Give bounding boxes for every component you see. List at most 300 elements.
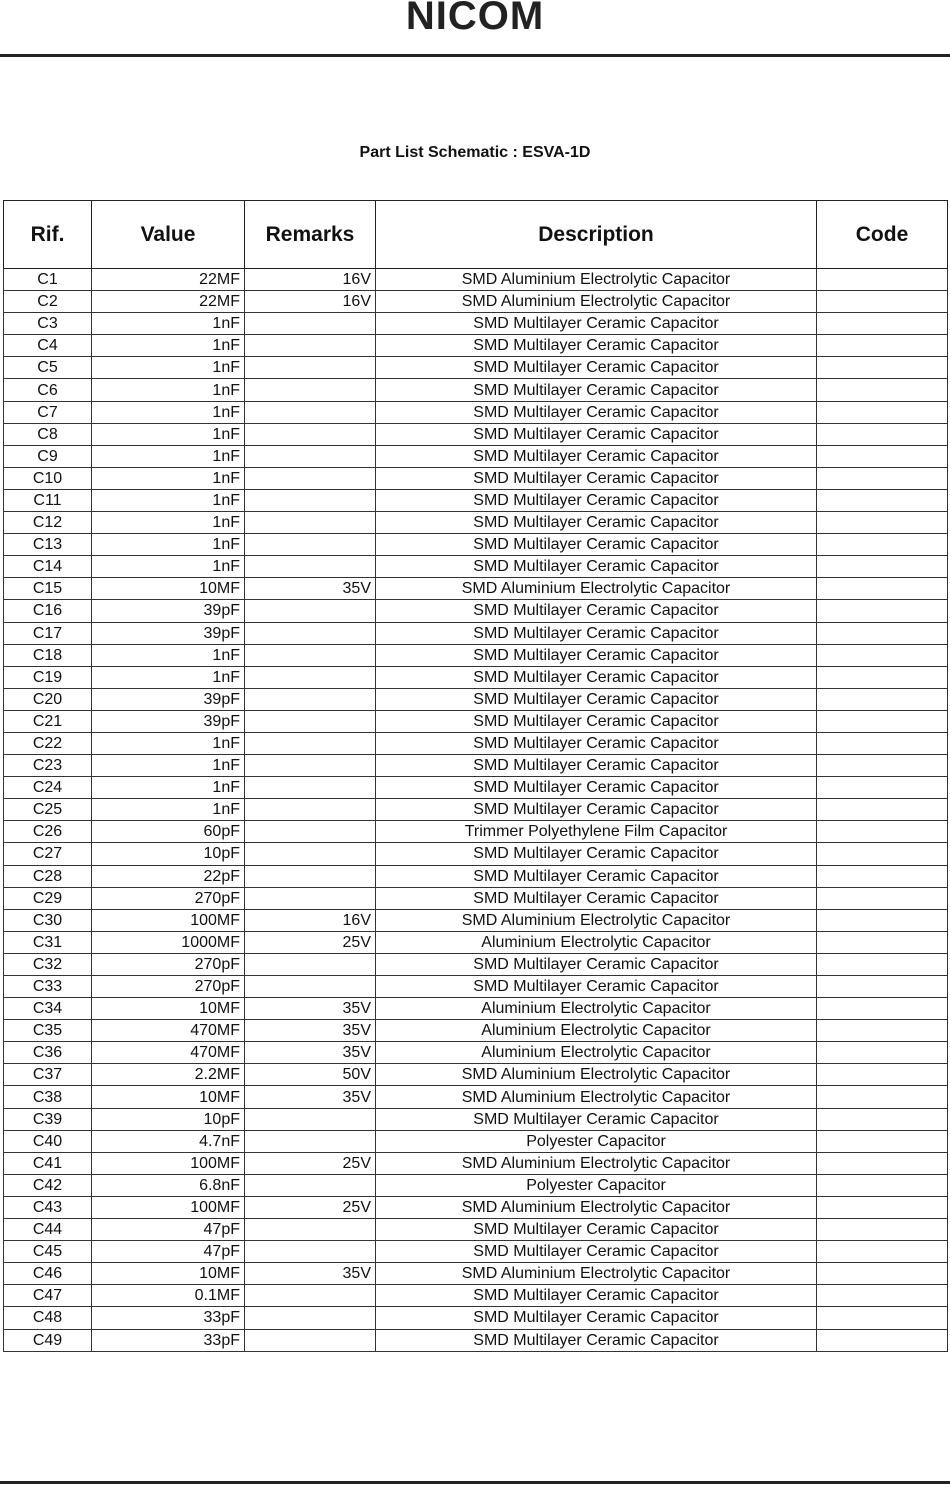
column-header-description: Description — [376, 201, 817, 269]
cell-description: SMD Multilayer Ceramic Capacitor — [376, 887, 817, 909]
table-row — [4, 710, 948, 732]
cell-remarks — [245, 755, 376, 777]
cell-ref: C3 — [4, 313, 92, 335]
cell-description: SMD Multilayer Ceramic Capacitor — [376, 1108, 817, 1130]
cell-description: SMD Multilayer Ceramic Capacitor — [376, 710, 817, 732]
cell-remarks — [245, 1219, 376, 1241]
cell-ref: C11 — [4, 489, 92, 511]
cell-remarks — [245, 489, 376, 511]
cell-ref: C35 — [4, 1020, 92, 1042]
cell-description: SMD Aluminium Electrolytic Capacitor — [376, 1086, 817, 1108]
cell-description: SMD Multilayer Ceramic Capacitor — [376, 777, 817, 799]
cell-ref: C25 — [4, 799, 92, 821]
cell-description: SMD Multilayer Ceramic Capacitor — [376, 489, 817, 511]
cell-value: 0.1MF — [92, 1285, 245, 1307]
cell-description: SMD Multilayer Ceramic Capacitor — [376, 556, 817, 578]
cell-ref: C15 — [4, 578, 92, 600]
cell-value: 1nF — [92, 512, 245, 534]
table-row — [4, 556, 948, 578]
cell-code — [817, 291, 948, 313]
cell-remarks — [245, 644, 376, 666]
cell-remarks: 35V — [245, 578, 376, 600]
cell-code — [817, 1263, 948, 1285]
cell-ref: C23 — [4, 755, 92, 777]
cell-description: SMD Multilayer Ceramic Capacitor — [376, 1285, 817, 1307]
cell-ref: C27 — [4, 843, 92, 865]
cell-description: SMD Multilayer Ceramic Capacitor — [376, 953, 817, 975]
cell-value: 1nF — [92, 777, 245, 799]
cell-ref: C1 — [4, 269, 92, 291]
table-row — [4, 489, 948, 511]
parts-table — [3, 200, 948, 1352]
table-row — [4, 600, 948, 622]
cell-code — [817, 1152, 948, 1174]
cell-code — [817, 1130, 948, 1152]
cell-value: 39pF — [92, 710, 245, 732]
cell-ref: C43 — [4, 1196, 92, 1218]
table-row — [4, 1174, 948, 1196]
cell-ref: C7 — [4, 401, 92, 423]
table-row — [4, 909, 948, 931]
table-row — [4, 1285, 948, 1307]
cell-description: Trimmer Polyethylene Film Capacitor — [376, 821, 817, 843]
cell-ref: C31 — [4, 931, 92, 953]
cell-value: 1nF — [92, 313, 245, 335]
cell-code — [817, 953, 948, 975]
cell-ref: C14 — [4, 556, 92, 578]
cell-description: SMD Multilayer Ceramic Capacitor — [376, 600, 817, 622]
table-row — [4, 1020, 948, 1042]
cell-code — [817, 976, 948, 998]
cell-value: 10pF — [92, 843, 245, 865]
cell-remarks — [245, 556, 376, 578]
cell-description: SMD Multilayer Ceramic Capacitor — [376, 313, 817, 335]
cell-code — [817, 269, 948, 291]
table-row — [4, 799, 948, 821]
cell-value: 39pF — [92, 688, 245, 710]
table-row — [4, 887, 948, 909]
cell-code — [817, 379, 948, 401]
cell-value: 1nF — [92, 423, 245, 445]
cell-value: 100MF — [92, 1152, 245, 1174]
cell-value: 470MF — [92, 1042, 245, 1064]
cell-description: SMD Multilayer Ceramic Capacitor — [376, 1241, 817, 1263]
cell-code — [817, 1329, 948, 1351]
cell-code — [817, 357, 948, 379]
cell-ref: C34 — [4, 998, 92, 1020]
cell-remarks — [245, 976, 376, 998]
cell-remarks — [245, 688, 376, 710]
cell-ref: C48 — [4, 1307, 92, 1329]
cell-value: 1nF — [92, 799, 245, 821]
cell-value: 270pF — [92, 953, 245, 975]
cell-remarks: 16V — [245, 269, 376, 291]
cell-ref: C18 — [4, 644, 92, 666]
cell-remarks — [245, 313, 376, 335]
cell-description: SMD Multilayer Ceramic Capacitor — [376, 512, 817, 534]
cell-code — [817, 1307, 948, 1329]
cell-value: 10MF — [92, 1086, 245, 1108]
cell-ref: C22 — [4, 732, 92, 754]
cell-value: 10MF — [92, 1263, 245, 1285]
cell-code — [817, 578, 948, 600]
cell-value: 1nF — [92, 445, 245, 467]
footer-divider — [0, 1481, 950, 1484]
table-header-row — [4, 201, 948, 269]
column-header-ref: Rif. — [4, 201, 92, 269]
cell-ref: C9 — [4, 445, 92, 467]
cell-remarks — [245, 953, 376, 975]
cell-value: 1nF — [92, 401, 245, 423]
cell-value: 47pF — [92, 1241, 245, 1263]
cell-remarks — [245, 666, 376, 688]
cell-ref: C37 — [4, 1064, 92, 1086]
cell-ref: C42 — [4, 1174, 92, 1196]
table-row — [4, 1064, 948, 1086]
cell-description: SMD Aluminium Electrolytic Capacitor — [376, 1152, 817, 1174]
table-row — [4, 269, 948, 291]
cell-value: 1nF — [92, 335, 245, 357]
table-row — [4, 998, 948, 1020]
cell-remarks: 25V — [245, 1196, 376, 1218]
table-row — [4, 777, 948, 799]
table-row — [4, 1130, 948, 1152]
cell-description: SMD Multilayer Ceramic Capacitor — [376, 622, 817, 644]
cell-code — [817, 821, 948, 843]
cell-remarks — [245, 401, 376, 423]
table-row — [4, 467, 948, 489]
cell-code — [817, 666, 948, 688]
cell-value: 100MF — [92, 909, 245, 931]
cell-ref: C39 — [4, 1108, 92, 1130]
cell-value: 1nF — [92, 556, 245, 578]
table-row — [4, 578, 948, 600]
table-row — [4, 1152, 948, 1174]
cell-remarks — [245, 1307, 376, 1329]
cell-ref: C32 — [4, 953, 92, 975]
cell-value: 33pF — [92, 1307, 245, 1329]
cell-remarks: 16V — [245, 909, 376, 931]
cell-code — [817, 1108, 948, 1130]
cell-code — [817, 710, 948, 732]
cell-description: SMD Multilayer Ceramic Capacitor — [376, 732, 817, 754]
header-divider — [0, 54, 950, 57]
cell-value: 1000MF — [92, 931, 245, 953]
cell-ref: C16 — [4, 600, 92, 622]
cell-code — [817, 335, 948, 357]
cell-remarks — [245, 1130, 376, 1152]
cell-remarks — [245, 600, 376, 622]
table-row — [4, 1241, 948, 1263]
cell-remarks — [245, 534, 376, 556]
table-row — [4, 688, 948, 710]
cell-value: 1nF — [92, 732, 245, 754]
cell-ref: C26 — [4, 821, 92, 843]
table-row — [4, 357, 948, 379]
table-body — [4, 269, 948, 1352]
cell-code — [817, 644, 948, 666]
cell-code — [817, 799, 948, 821]
table-row — [4, 1086, 948, 1108]
cell-description: Polyester Capacitor — [376, 1130, 817, 1152]
cell-remarks — [245, 843, 376, 865]
cell-ref: C13 — [4, 534, 92, 556]
cell-ref: C30 — [4, 909, 92, 931]
cell-description: SMD Multilayer Ceramic Capacitor — [376, 423, 817, 445]
cell-ref: C21 — [4, 710, 92, 732]
cell-code — [817, 1196, 948, 1218]
cell-description: SMD Multilayer Ceramic Capacitor — [376, 843, 817, 865]
table-row — [4, 865, 948, 887]
table-row — [4, 755, 948, 777]
cell-code — [817, 1219, 948, 1241]
cell-ref: C33 — [4, 976, 92, 998]
column-header-code: Code — [817, 201, 948, 269]
table-row — [4, 1219, 948, 1241]
cell-remarks — [245, 379, 376, 401]
cell-ref: C47 — [4, 1285, 92, 1307]
cell-description: Polyester Capacitor — [376, 1174, 817, 1196]
cell-description: SMD Multilayer Ceramic Capacitor — [376, 865, 817, 887]
cell-value: 6.8nF — [92, 1174, 245, 1196]
table-row — [4, 953, 948, 975]
cell-description: SMD Multilayer Ceramic Capacitor — [376, 401, 817, 423]
table-row — [4, 313, 948, 335]
table-row — [4, 976, 948, 998]
cell-remarks: 25V — [245, 1152, 376, 1174]
cell-description: Aluminium Electrolytic Capacitor — [376, 1020, 817, 1042]
table-row — [4, 445, 948, 467]
cell-description: Aluminium Electrolytic Capacitor — [376, 998, 817, 1020]
cell-value: 22MF — [92, 291, 245, 313]
cell-code — [817, 401, 948, 423]
cell-description: SMD Aluminium Electrolytic Capacitor — [376, 269, 817, 291]
cell-code — [817, 467, 948, 489]
cell-value: 1nF — [92, 357, 245, 379]
cell-remarks: 35V — [245, 1020, 376, 1042]
cell-remarks — [245, 865, 376, 887]
cell-description: SMD Multilayer Ceramic Capacitor — [376, 1307, 817, 1329]
cell-value: 33pF — [92, 1329, 245, 1351]
cell-description: SMD Multilayer Ceramic Capacitor — [376, 445, 817, 467]
cell-description: SMD Multilayer Ceramic Capacitor — [376, 357, 817, 379]
cell-ref: C44 — [4, 1219, 92, 1241]
cell-value: 39pF — [92, 622, 245, 644]
cell-description: SMD Aluminium Electrolytic Capacitor — [376, 291, 817, 313]
table-row — [4, 644, 948, 666]
cell-ref: C38 — [4, 1086, 92, 1108]
table-row — [4, 1108, 948, 1130]
cell-code — [817, 777, 948, 799]
cell-code — [817, 998, 948, 1020]
cell-value: 2.2MF — [92, 1064, 245, 1086]
cell-remarks — [245, 1285, 376, 1307]
cell-ref: C40 — [4, 1130, 92, 1152]
cell-description: SMD Multilayer Ceramic Capacitor — [376, 1219, 817, 1241]
cell-description: SMD Aluminium Electrolytic Capacitor — [376, 1064, 817, 1086]
cell-ref: C5 — [4, 357, 92, 379]
cell-remarks — [245, 1174, 376, 1196]
cell-remarks — [245, 357, 376, 379]
cell-remarks — [245, 887, 376, 909]
cell-code — [817, 1241, 948, 1263]
cell-remarks — [245, 445, 376, 467]
cell-description: SMD Aluminium Electrolytic Capacitor — [376, 1196, 817, 1218]
cell-code — [817, 1285, 948, 1307]
cell-value: 1nF — [92, 379, 245, 401]
cell-remarks — [245, 821, 376, 843]
cell-code — [817, 887, 948, 909]
cell-value: 4.7nF — [92, 1130, 245, 1152]
cell-value: 60pF — [92, 821, 245, 843]
cell-ref: C24 — [4, 777, 92, 799]
cell-code — [817, 1174, 948, 1196]
cell-description: SMD Multilayer Ceramic Capacitor — [376, 976, 817, 998]
cell-ref: C20 — [4, 688, 92, 710]
cell-value: 100MF — [92, 1196, 245, 1218]
cell-remarks: 50V — [245, 1064, 376, 1086]
cell-code — [817, 445, 948, 467]
cell-code — [817, 1064, 948, 1086]
cell-description: SMD Multilayer Ceramic Capacitor — [376, 379, 817, 401]
table-row — [4, 732, 948, 754]
cell-description: SMD Multilayer Ceramic Capacitor — [376, 534, 817, 556]
cell-value: 1nF — [92, 644, 245, 666]
cell-ref: C4 — [4, 335, 92, 357]
cell-code — [817, 600, 948, 622]
cell-description: SMD Multilayer Ceramic Capacitor — [376, 1329, 817, 1351]
cell-description: SMD Aluminium Electrolytic Capacitor — [376, 578, 817, 600]
cell-ref: C12 — [4, 512, 92, 534]
cell-value: 10MF — [92, 998, 245, 1020]
table-row — [4, 1329, 948, 1351]
table-row — [4, 821, 948, 843]
cell-description: SMD Multilayer Ceramic Capacitor — [376, 644, 817, 666]
cell-value: 1nF — [92, 755, 245, 777]
cell-remarks: 16V — [245, 291, 376, 313]
cell-description: SMD Multilayer Ceramic Capacitor — [376, 335, 817, 357]
table-row — [4, 843, 948, 865]
cell-code — [817, 534, 948, 556]
cell-code — [817, 556, 948, 578]
table-row — [4, 666, 948, 688]
cell-description: SMD Multilayer Ceramic Capacitor — [376, 799, 817, 821]
cell-code — [817, 423, 948, 445]
cell-value: 22MF — [92, 269, 245, 291]
cell-ref: C41 — [4, 1152, 92, 1174]
table-row — [4, 1307, 948, 1329]
cell-code — [817, 732, 948, 754]
cell-ref: C8 — [4, 423, 92, 445]
cell-code — [817, 489, 948, 511]
cell-ref: C29 — [4, 887, 92, 909]
table-row — [4, 423, 948, 445]
cell-ref: C6 — [4, 379, 92, 401]
cell-value: 270pF — [92, 887, 245, 909]
table-row — [4, 401, 948, 423]
cell-code — [817, 1020, 948, 1042]
cell-remarks: 35V — [245, 1086, 376, 1108]
cell-code — [817, 1086, 948, 1108]
table-row — [4, 335, 948, 357]
cell-remarks: 35V — [245, 1263, 376, 1285]
cell-remarks — [245, 1108, 376, 1130]
cell-value: 470MF — [92, 1020, 245, 1042]
cell-description: SMD Aluminium Electrolytic Capacitor — [376, 1263, 817, 1285]
table-row — [4, 379, 948, 401]
table-row — [4, 512, 948, 534]
table-row — [4, 931, 948, 953]
cell-remarks: 25V — [245, 931, 376, 953]
cell-value: 1nF — [92, 666, 245, 688]
cell-remarks: 35V — [245, 998, 376, 1020]
cell-value: 1nF — [92, 534, 245, 556]
cell-value: 39pF — [92, 600, 245, 622]
cell-remarks — [245, 799, 376, 821]
cell-value: 47pF — [92, 1219, 245, 1241]
table-row — [4, 622, 948, 644]
document-title: Part List Schematic : ESVA-1D — [359, 144, 591, 161]
cell-code — [817, 865, 948, 887]
cell-code — [817, 512, 948, 534]
cell-code — [817, 931, 948, 953]
column-header-remarks: Remarks — [245, 201, 376, 269]
cell-ref: C46 — [4, 1263, 92, 1285]
cell-remarks: 35V — [245, 1042, 376, 1064]
cell-ref: C10 — [4, 467, 92, 489]
cell-value: 10pF — [92, 1108, 245, 1130]
cell-value: 22pF — [92, 865, 245, 887]
cell-code — [817, 755, 948, 777]
cell-ref: C19 — [4, 666, 92, 688]
cell-ref: C2 — [4, 291, 92, 313]
cell-remarks — [245, 1329, 376, 1351]
cell-value: 1nF — [92, 467, 245, 489]
cell-code — [817, 313, 948, 335]
cell-value: 270pF — [92, 976, 245, 998]
table-row — [4, 291, 948, 313]
table-row — [4, 1196, 948, 1218]
cell-remarks — [245, 732, 376, 754]
table-row — [4, 1263, 948, 1285]
cell-ref: C49 — [4, 1329, 92, 1351]
cell-description: SMD Multilayer Ceramic Capacitor — [376, 688, 817, 710]
cell-code — [817, 622, 948, 644]
cell-description: SMD Multilayer Ceramic Capacitor — [376, 755, 817, 777]
cell-code — [817, 843, 948, 865]
cell-remarks — [245, 710, 376, 732]
cell-remarks — [245, 512, 376, 534]
cell-value: 10MF — [92, 578, 245, 600]
cell-code — [817, 688, 948, 710]
cell-remarks — [245, 622, 376, 644]
cell-code — [817, 1042, 948, 1064]
cell-ref: C45 — [4, 1241, 92, 1263]
table-row — [4, 1042, 948, 1064]
cell-remarks — [245, 467, 376, 489]
cell-ref: C17 — [4, 622, 92, 644]
cell-description: SMD Multilayer Ceramic Capacitor — [376, 467, 817, 489]
cell-remarks — [245, 1241, 376, 1263]
cell-description: SMD Aluminium Electrolytic Capacitor — [376, 909, 817, 931]
brand-logo-text: NICOM — [405, 0, 545, 38]
cell-description: SMD Multilayer Ceramic Capacitor — [376, 666, 817, 688]
cell-remarks — [245, 423, 376, 445]
cell-value: 1nF — [92, 489, 245, 511]
cell-remarks — [245, 777, 376, 799]
cell-ref: C28 — [4, 865, 92, 887]
cell-remarks — [245, 335, 376, 357]
